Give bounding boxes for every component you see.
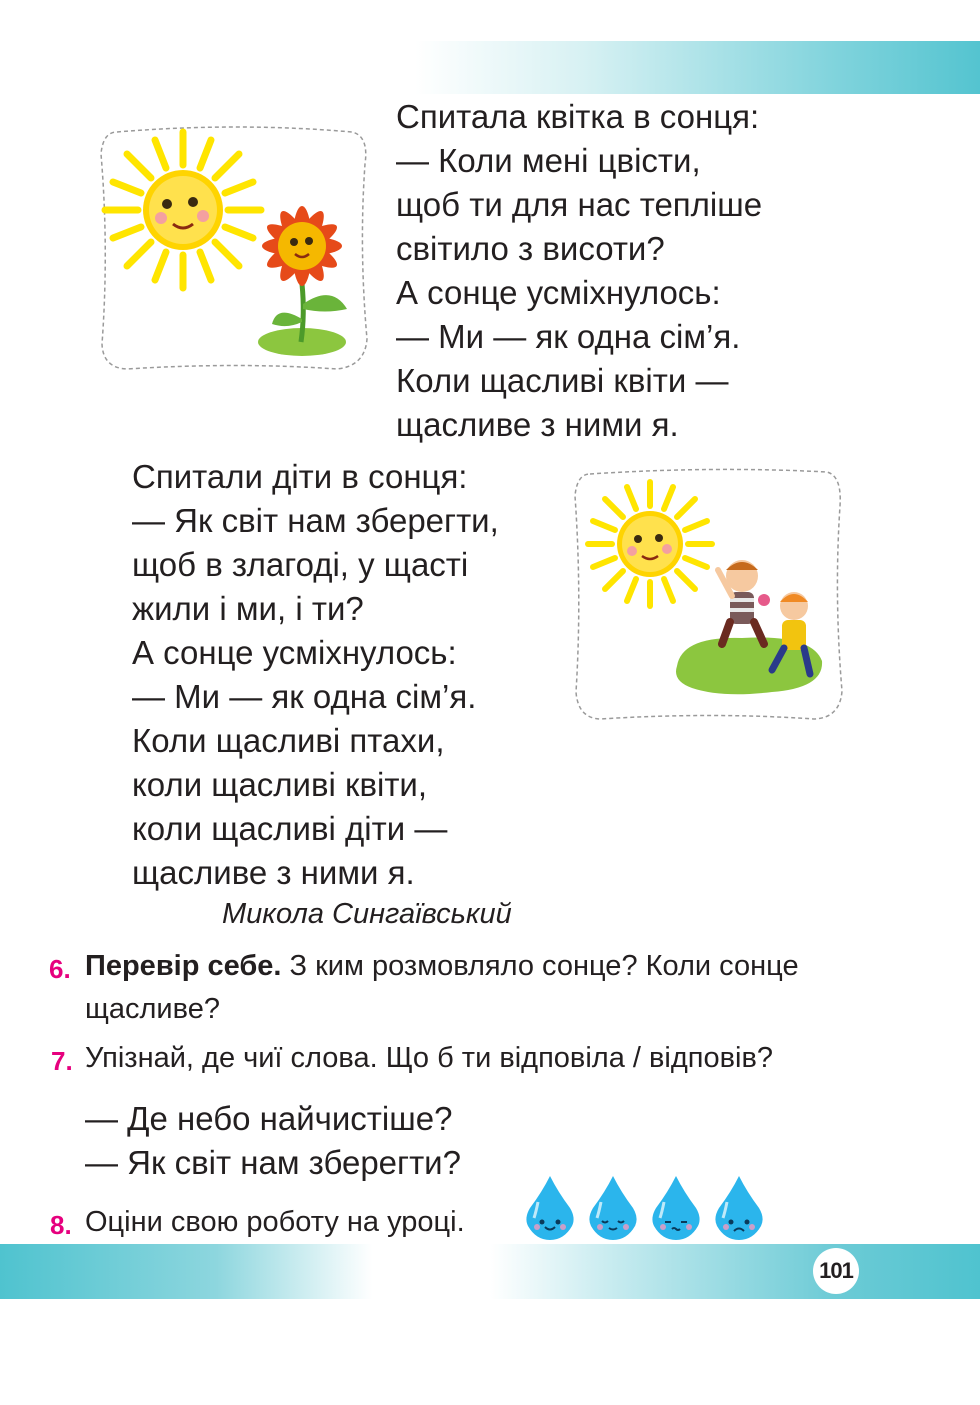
poem-line: світило з висоти? [396,230,665,267]
poem-line: коли щасливі діти — [132,810,448,847]
poem-line: щасливе з ними я. [396,406,679,443]
poem-line: щасливе з ними я. [132,854,415,891]
happy-drop-icon[interactable] [526,1176,573,1240]
sun-and-flower-illustration [97,124,372,374]
poem-stanza-1 [396,95,762,447]
poem-line: — Як світ нам зберегти, [132,502,499,539]
task-7: Упізнай, де чиї слова. Що б ти відповіла / відповів? [85,1042,773,1074]
poem-line: Спитали діти в сонця: [132,458,468,495]
poem-line: Спитала квітка в сонця: [396,98,760,135]
poem-line: щоб в злагоді, у щасті [132,546,469,583]
task-6 [85,945,799,1031]
self-rating-drops [524,1172,769,1242]
header-decor-band [415,41,980,94]
task-7-quotes [85,1097,461,1185]
poem-line: жили і ми, і ти? [132,590,364,627]
poem-line: коли щасливі квіти, [132,766,428,803]
task-8: Оціни свою роботу на уроці. [85,1206,465,1238]
task-question: З ким розмовляло сонце? Коли сонце [281,950,799,982]
poem-line: — Ми — як одна сім’я. [396,318,741,355]
poem-line: Коли щасливі квіти — [396,362,729,399]
poem-line: А сонце усміхнулось: [396,274,721,311]
poem-line: щоб ти для нас тепліше [396,186,763,223]
task-number: 6. [49,954,71,984]
neutral-drop-icon[interactable] [652,1176,699,1240]
quote-line: — Де небо найчистіше? [85,1100,453,1137]
task-number: 7. [51,1046,73,1076]
page-number: 101 [813,1248,859,1294]
sun-and-children-illustration [572,466,844,724]
quote-line: — Як світ нам зберегти? [85,1144,461,1181]
poem-stanza-2 [132,455,499,895]
content-drop-icon[interactable] [589,1176,636,1240]
task-question-continued: щасливе? [85,993,220,1025]
task-heading: Перевір себе. [85,950,282,982]
task-number: 8. [50,1210,72,1240]
poem-line: А сонце усміхнулось: [132,634,457,671]
poem-line: Коли щасливі птахи, [132,722,445,759]
sad-drop-icon[interactable] [715,1176,762,1240]
poem-line: — Коли мені цвісти, [396,142,701,179]
poem-author: Микола Сингаївський [222,898,512,930]
poem-line: — Ми — як одна сім’я. [132,678,477,715]
